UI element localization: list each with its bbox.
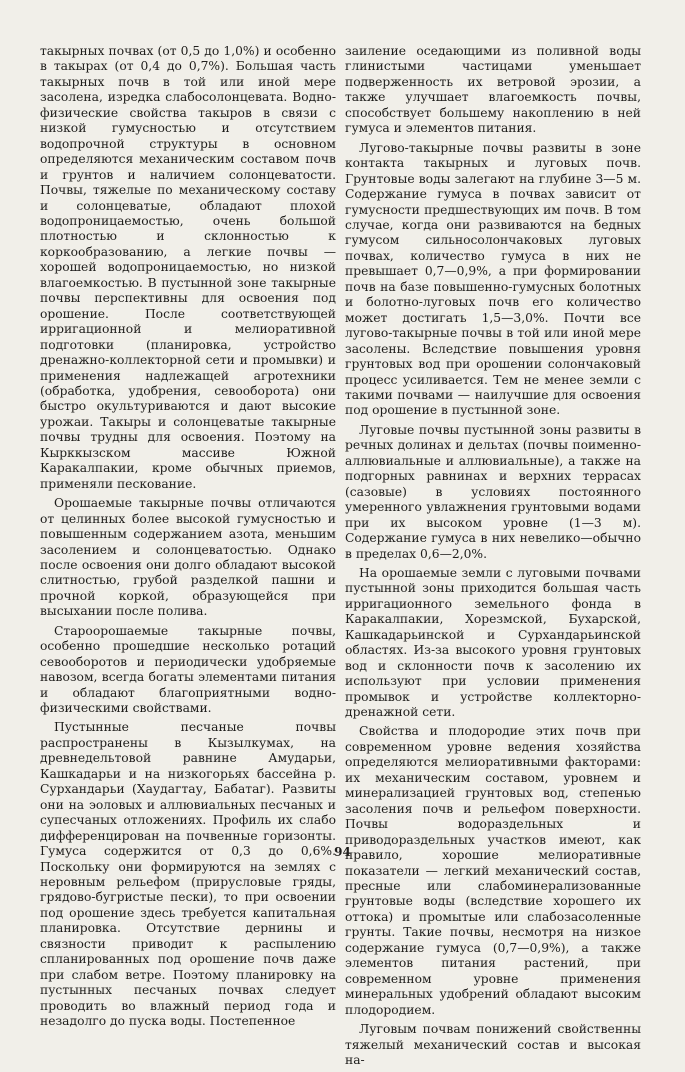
page-number: 94 [334, 845, 351, 859]
paragraph-meadow-soils: Луговые почвы пустынной зоны развиты в речных долинах и дельтах (почвы поименно-аллювиальные и аллювиальные), а также на подгорных равнинах и верхних террасах (сазовые) в условиях постоянного умеренного увлажнения грунтовыми водами при их высоком уровне (1—3 м). Содержание гумуса в них невелико—обычно в пределах 0,6—2,0%. [345, 422, 641, 561]
paragraph-desert-sandy-soils: Пустынные песчаные почвы распространены в Кызылкумах, на древнедельтовой равнине Амударьи, Кашкадарьи и на низкогорьях бассейна р. Сурхандарьи (Хаудагтау, Бабатаг). Развиты они на эоловых и аллювиальных песчаных и супесчаных отложениях. Профиль их слабо дифференцирован на почвенные горизонты. Гумуса содержится от 0,3 до 0,6%. Поскольку они формируются на землях с неровным рельефом (прирусловые гряды, грядово-бугристые пески), то при освоении под орошение здесь требуется капитальная планировка. Отсутствие дернины и связности приводит к распылению спланированных под орошение почв даже при слабом ветре. Поэтому планировку на пустынных песчаных почвах следует проводить во влажный период года и незадолго до пуска воды. Постепенное [40, 720, 336, 1029]
left-column [40, 44, 336, 1034]
paragraph-irrigated-meadow-lands: На орошаемые земли с луговыми почвами пустынной зоны приходится большая часть ирригационного земельного фонда в Каракалпакии, Хорезмской, Бухарской, Кашкадарьинской и Сурхандарьинской областях. Из-за высокого уровня грунтовых вод и склонности почв к засолению их используют при условии применения промывок и устройстве коллекторно-дренажной сети. [345, 565, 641, 720]
paragraph-soil-fertility: Свойства и плодородие этих почв при современном уровне ведения хозяйства определяются мелиоративными факторами: их механическим составом, уровнем и минерализацией грунтовых вод, степенью засоления почв и рельефом поверхности. Почвы водораздельных и приводораздельных участков имеют, как правило, хорошие мелиоративные показатели — легкий механический состав, пресные или слабоминерализованные грунтовые воды (вследствие хорошего их оттока) и промытые или слабозасоленные грунты. Такие почвы, несмотря на низкое содержание гумуса (0,7—0,9%), а также элементов питания растений, при современном уровне применения минеральных удобрений обладают высоким плодородием. [345, 724, 641, 1017]
right-column [345, 44, 641, 1072]
paragraph-old-irrigated-takyr: Староорошаемые такырные почвы, особенно прошедшие несколько ротаций севооборотов и периодически удобряемые навозом, всегда богаты элементами питания и обладают благоприятными водно-физическими свойствами. [40, 623, 336, 716]
paragraph-silting-continuation: заиление оседающими из поливной воды глинистыми частицами уменьшает подверженность их ветровой эрозии, а также улучшает влагоемкость почвы, способствует большему накоплению в ней гумуса и элементов питания. [345, 44, 641, 136]
paragraph-irrigated-takyr: Орошаемые такырные почвы отличаются от целинных более высокой гумусностью и повышенным содержанием азота, меньшим засолением и солонцеватостью. Однако после освоения они долго обладают высокой слитностью, грубой разделкой пашни и прочной коркой, образующейся при высыхании после полива. [40, 496, 336, 619]
paragraph-meadow-takyr-soils: Лугово-такырные почвы развиты в зоне контакта такырных и луговых почв. Грунтовые воды залегают на глубине 3—5 м. Содержание гумуса в почвах зависит от гумусности предшествующих им почв. В том случае, когда они развиваются на бедных гумусом сильносолончаковых луговых почвах, количество гумуса в них не превышает 0,7—0,9%, а при формировании почв на базе повышенно-гумусных болотных и болотно-луговых почв его количество может достигать 1,5—3,0%. Почти все лугово-такырные почвы в той или иной мере засолены. Вследствие повышения уровня грунтовых вод при орошении солончаковый процесс усиливается. Тем не менее земли с такими почвами — наилучшие для освоения под орошение в пустынной зоне. [345, 140, 641, 418]
paragraph-depression-meadow-soils: Луговым почвам понижений свойственны тяжелый механический состав и высокая на- [345, 1022, 641, 1067]
paragraph-takyr-properties: такырных почвах (от 0,5 до 1,0%) и особенно в такырах (от 0,4 до 0,7%). Большая часть такырных почв в той или иной мере засолена, изредка слабосолонцевата. Водно-физические свойства такыров в связи с низкой гумусностью и отсутствием водопрочной структуры в основном определяются механическим составом почв и грунтов и наличием солонцеватости. Почвы, тяжелые по механическому составу и солонцеватые, обладают плохой водопроницаемостью, очень большой плотностью и склонностью к коркообразованию, а легкие почвы — хорошей водопроницаемостью, но низкой влагоемкостью. В пустынной зоне такырные почвы перспективны для освоения под орошение. После соответствующей ирригационной и мелиоративной подготовки (планировка, устройство дренажно-коллекторной сети и промывки) и применения надлежащей агротехники (обработка, удобрения, севооборота) они быстро окультуриваются и дают высокие урожаи. Такыры и солонцеватые такырные почвы трудны для освоения. Поэтому на Кырккызском массиве Южной Каракалпакии, кроме обычных приемов, применяли пескование. [40, 44, 336, 491]
